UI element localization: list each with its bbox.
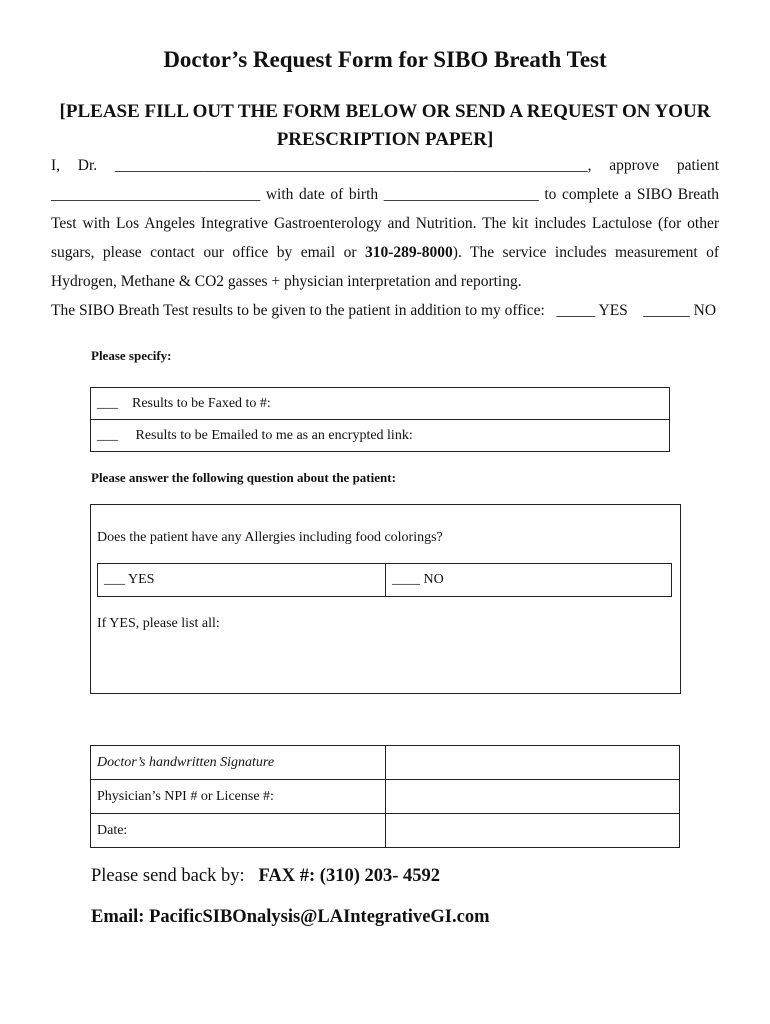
- date-label: Date:: [91, 814, 386, 848]
- patient-name-field[interactable]: ___________________________: [51, 186, 261, 203]
- approve-text: approve patient: [609, 157, 719, 174]
- results-no-option[interactable]: ______ NO: [643, 302, 717, 319]
- allergy-list-label: If YES, please list all:: [97, 616, 220, 631]
- fax-results-option[interactable]: ___ Results to be Faxed to #:: [91, 388, 670, 420]
- dr-prefix: I, Dr.: [51, 157, 98, 174]
- signature-label: Doctor’s handwritten Signature: [91, 746, 386, 780]
- doctor-name-field[interactable]: _____________________________________________________________,: [114, 157, 592, 174]
- fax-number: FAX #: (310) 203- 4592: [258, 866, 441, 886]
- complete-text: to complete a SIBO Breath Test with Los Angeles Integrative Gastroenterology and Nutrition. The kit includes Lactulose (for other sugars, please contact our office by email or: [51, 186, 720, 261]
- results-question: The SIBO Breath Test results to be given to the patient in addition to my office:: [51, 302, 545, 319]
- allergy-question: Does the patient have any Allergies including food colorings?: [97, 530, 443, 545]
- physician-info-table: [90, 745, 680, 848]
- contact-email: Email: PacificSIBOnalysis@LAIntegrativeGI.com: [91, 907, 490, 927]
- results-yes-option[interactable]: _____ YES: [556, 302, 628, 319]
- phone-number: 310-289-8000: [364, 244, 453, 261]
- email-results-option[interactable]: ___ Results to be Emailed to me as an encrypted link:: [91, 420, 670, 452]
- npi-field[interactable]: [386, 780, 680, 814]
- patient-question-label: Please answer the following question about the patient:: [91, 470, 396, 485]
- dob-text: with date of birth: [265, 186, 379, 203]
- instruction-heading: [PLEASE FILL OUT THE FORM BELOW OR SEND A REQUEST ON YOUR PRESCRIPTION PAPER]: [59, 101, 711, 150]
- allergy-yes-option[interactable]: ___ YES: [98, 564, 386, 597]
- npi-label: Physician’s NPI # or License #:: [91, 780, 386, 814]
- service-text: ). The service includes measurement of Hydrogen, Methane & CO2 gasses + physician interpretation and reporting.: [51, 244, 719, 290]
- results-delivery-table: [90, 387, 670, 452]
- page-title: Doctor’s Request Form for SIBO Breath Test: [163, 47, 607, 72]
- allergy-answer-table: [97, 563, 672, 597]
- allergy-question-box: [90, 504, 681, 694]
- date-field[interactable]: [386, 814, 680, 848]
- send-back-line: [91, 866, 440, 887]
- allergy-no-option[interactable]: ____ NO: [386, 564, 672, 597]
- signature-field[interactable]: [386, 746, 680, 780]
- dob-field[interactable]: ____________________: [383, 186, 539, 203]
- please-specify-label: Please specify:: [91, 348, 172, 363]
- authorization-paragraph: [51, 151, 719, 325]
- send-back-label: Please send back by:: [91, 866, 245, 886]
